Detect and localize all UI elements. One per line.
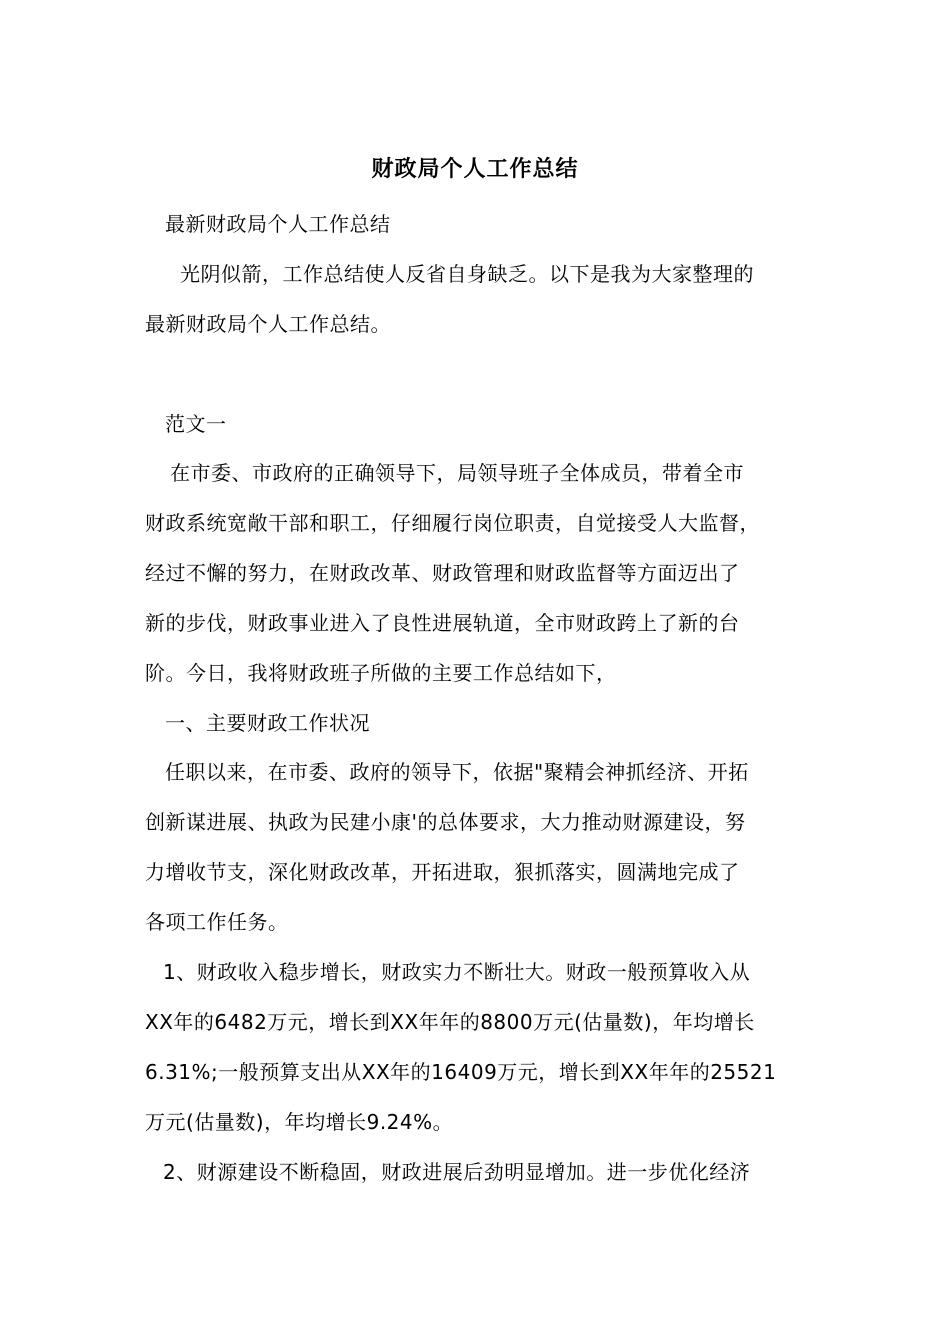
paragraph-line: 光阴似箭，工作总结使人反省自身缺乏。以下是我为大家整理的 (180, 262, 754, 286)
paragraph-line: 在市委、市政府的正确领导下，局领导班子全体成员，带着全市 (170, 461, 744, 485)
paragraph-line: 各项工作任务。 (145, 910, 289, 934)
paragraph-line: 阶。今日，我将财政班子所做的主要工作总结如下， (145, 661, 617, 685)
paragraph-line: 财政系统宽敞干部和职工，仔细履行岗位职责，自觉接受人大监督， (145, 511, 760, 535)
subtitle-line: 最新财政局个人工作总结 (165, 212, 391, 236)
paragraph-line: XX年的6482万元，增长到XX年年的8800万元(估量数)，年均增长 (145, 1010, 755, 1034)
paragraph-line: 2、财源建设不断稳固，财政进展后劲明显增加。进一步优化经济 (163, 1160, 751, 1184)
paragraph-line: 创新谋进展、执政为民建小康'的总体要求，大力推动财源建设，努 (145, 810, 746, 834)
paragraph-line: 新的步伐，财政事业进入了良性进展轨道，全市财政跨上了新的台 (145, 611, 740, 635)
paragraph-line: 经过不懈的努力，在财政改革、财政管理和财政监督等方面迈出了 (145, 561, 740, 585)
paragraph-line: 万元(估量数)，年均增长9.24%。 (145, 1110, 454, 1134)
paragraph-line: 1、财政收入稳步增长，财政实力不断壮大。财政一般预算收入从 (163, 960, 751, 984)
section-heading: 范文一 (165, 412, 227, 436)
section-heading: 一、主要财政工作状况 (165, 711, 370, 735)
paragraph-line: 任职以来，在市委、政府的领导下，依据"聚精会神抓经济、开拓 (165, 760, 749, 784)
paragraph-line: 6.31%;一般预算支出从XX年的16409万元，增长到XX年年的25521 (145, 1060, 777, 1084)
paragraph-line: 最新财政局个人工作总结。 (145, 312, 391, 336)
document-title: 财政局个人工作总结 (371, 157, 579, 182)
paragraph-line: 力增收节支，深化财政改革，开拓进取，狠抓落实，圆满地完成了 (145, 860, 740, 884)
